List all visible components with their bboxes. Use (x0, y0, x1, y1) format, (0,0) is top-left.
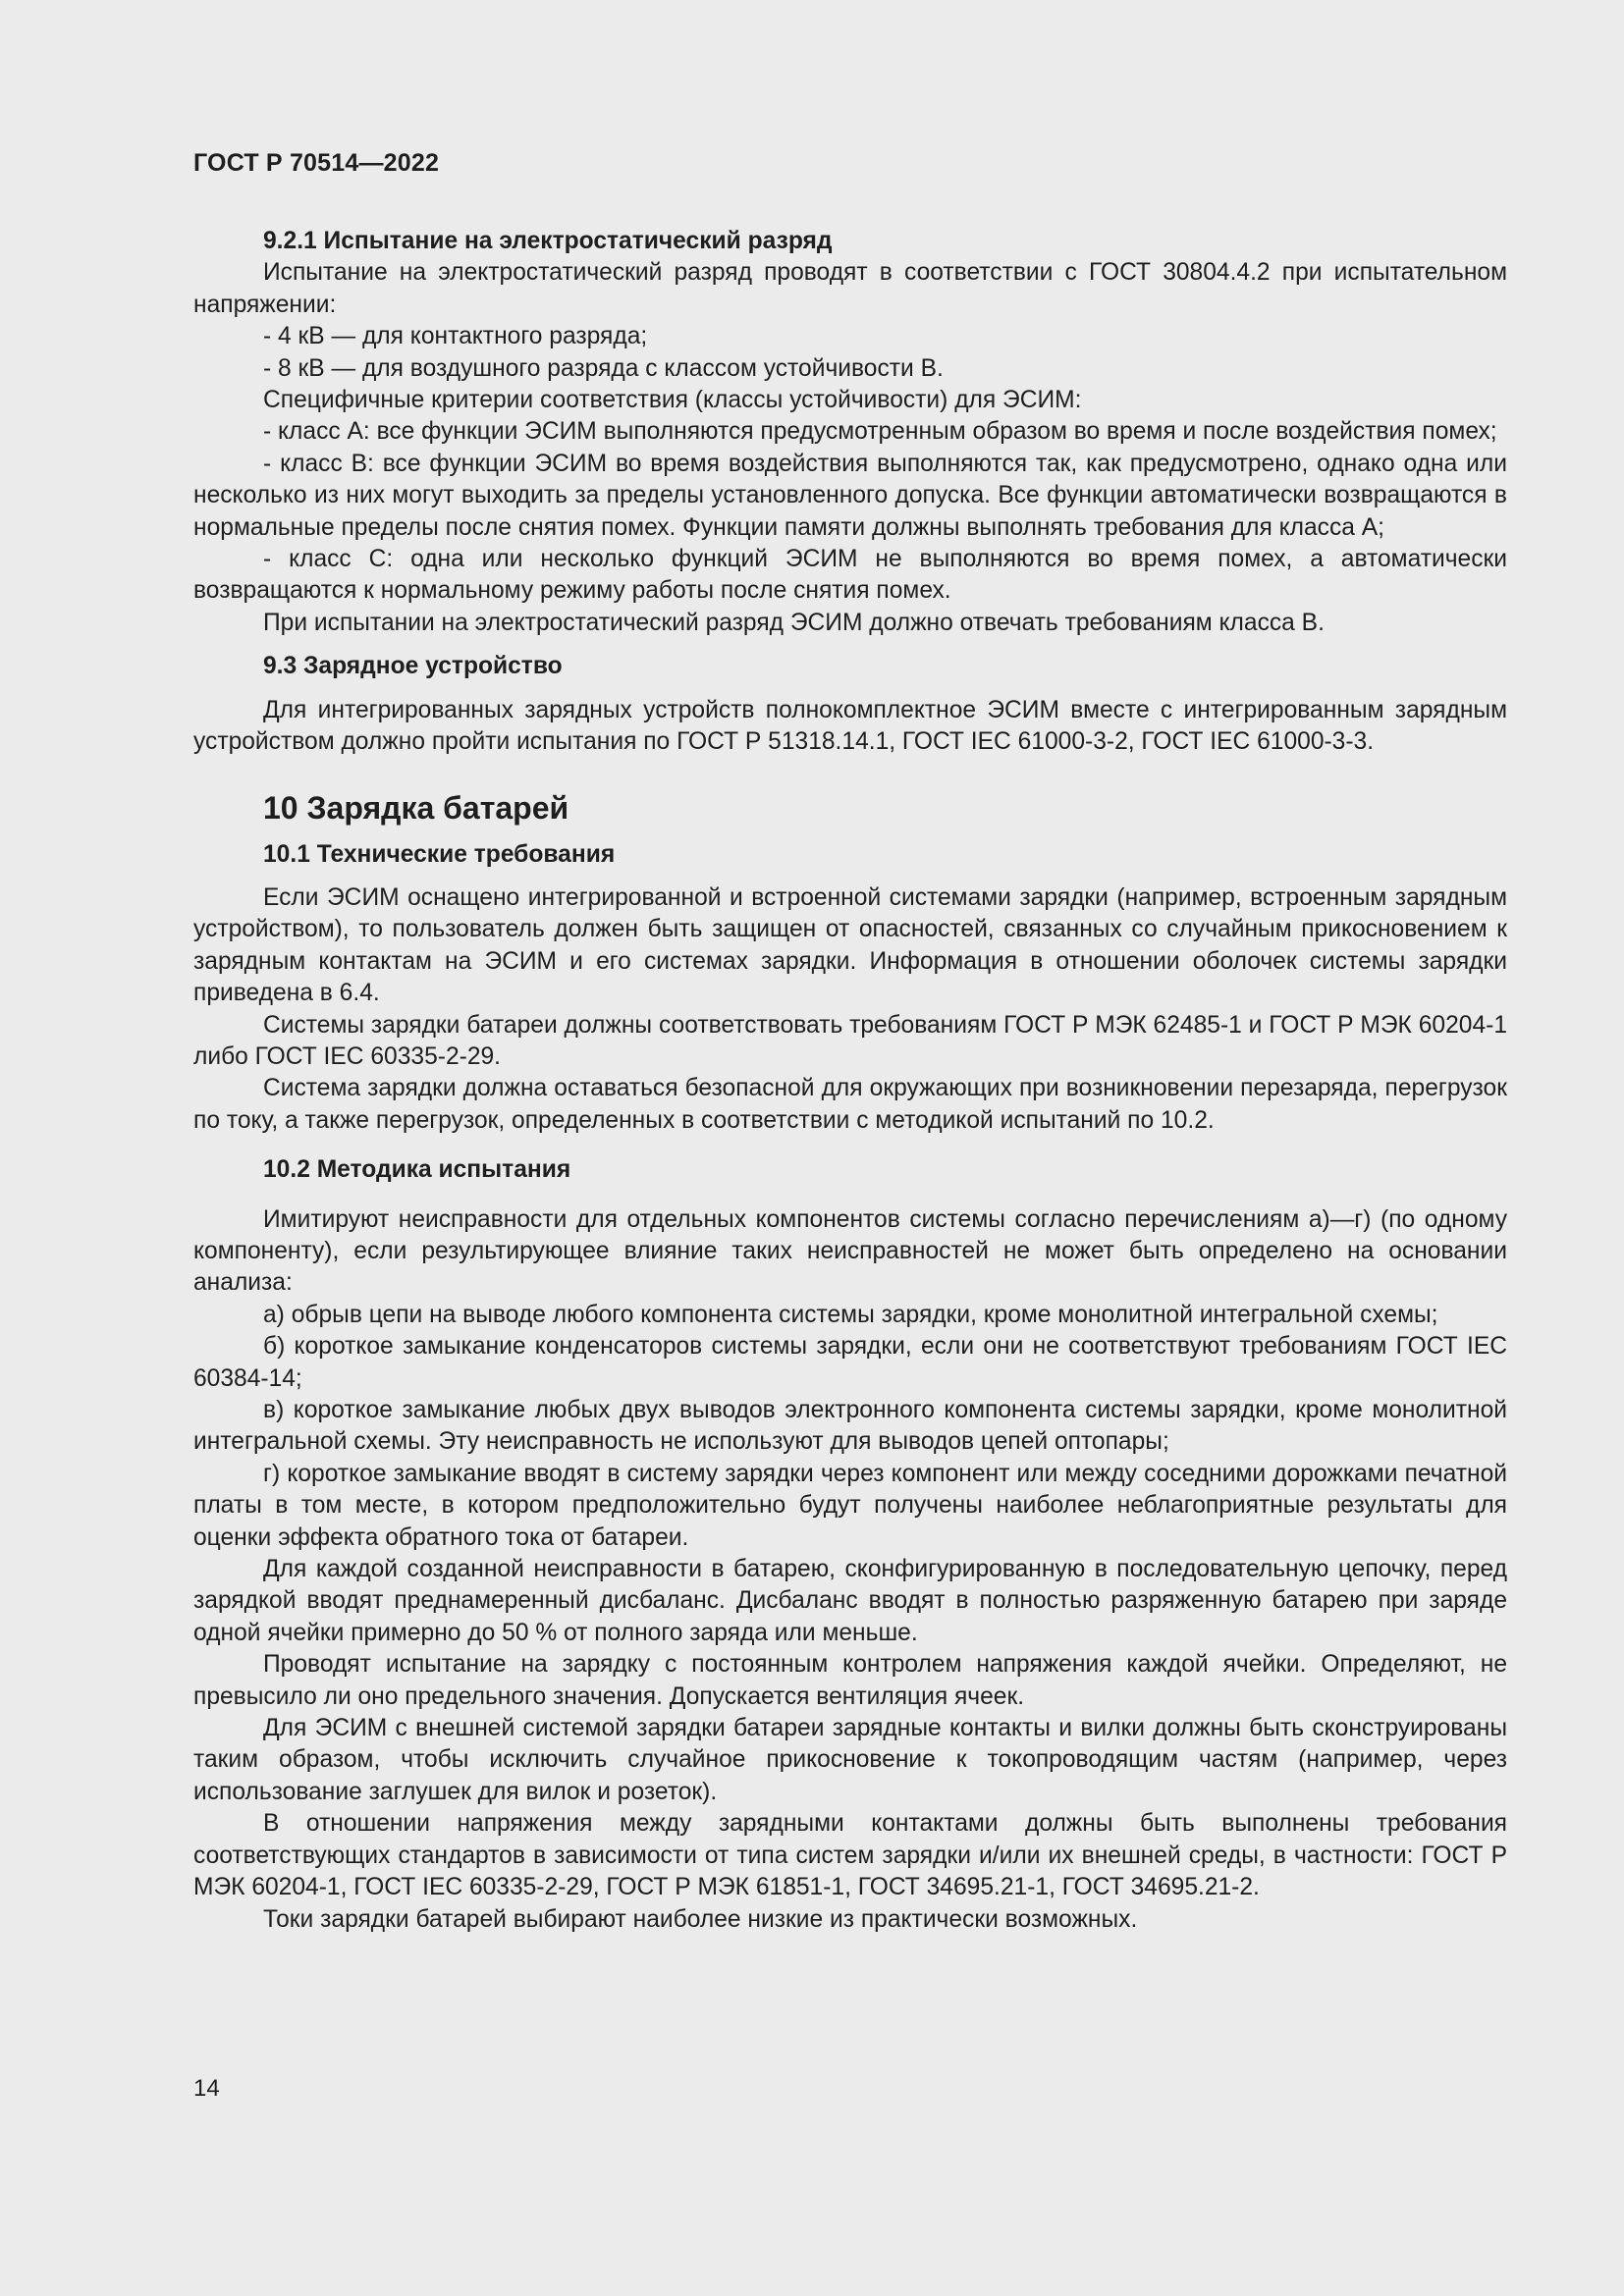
list-item: - класс А: все функции ЭСИМ выполняются предусмотренным образом во время и после воздействия помех; (263, 418, 1497, 446)
paragraph: Испытание на электростатический разряд проводят в соответствии с ГОСТ 30804.4.2 при испытательном напряжении: (193, 259, 1507, 318)
page-number: 14 (193, 2075, 220, 2102)
list-item: - 4 кВ — для контактного разряда; (263, 323, 648, 350)
paragraph: Системы зарядки батареи должны соответствовать требованиям ГОСТ Р МЭК 62485-1 и ГОСТ Р МЭК 60204-1 либо ГОСТ IEC 60335-2-29. (193, 1011, 1507, 1070)
list-item: в) короткое замыкание любых двух выводов электронного компонента системы зарядки, кроме монолитной интегральной схемы. Эту неисправность не используют для выводов цепей оптопары; (193, 1397, 1507, 1456)
paragraph: Для интегрированных зарядных устройств полнокомплектное ЭСИМ вместе с интегрированным зарядным устройством должно пройти испытания по ГОСТ Р 51318.14.1, ГОСТ IEC 61000-3-2, ГОСТ IEC 61000-3-3. (193, 696, 1507, 756)
section-heading-10: 10 Зарядка батарей (263, 789, 569, 826)
section-heading-9-2-1: 9.2.1 Испытание на электростатический разряд (263, 228, 833, 254)
section-heading-10-1: 10.1 Технические требования (263, 840, 616, 868)
list-item: б) короткое замыкание конденсаторов системы зарядки, если они не соответствуют требованиям ГОСТ IEC 60384-14; (193, 1333, 1507, 1392)
paragraph: При испытании на электростатический разряд ЭСИМ должно отвечать требованиям класса В. (263, 609, 1325, 636)
document-header: ГОСТ Р 70514—2022 (193, 149, 440, 177)
paragraph: Для каждой созданной неисправности в батарею, сконфигурированную в последовательную цепочку, перед зарядкой вводят преднамеренный дисбаланс. Дисбаланс вводят в полностью разряженную батарею при заряде одной ячейки примерно до 50 % от полного заряда или меньше. (193, 1556, 1507, 1646)
paragraph: Если ЭСИМ оснащено интегрированной и встроенной системами зарядки (например, встроенным зарядным устройством), то пользователь должен быть защищен от опасностей, связанных со случайным прикосновением к зарядным контактам на ЭСИМ и его системах зарядки. Информация в отношении оболочек системы зарядки приведена в 6.4. (193, 883, 1507, 1007)
list-item: - класс В: все функции ЭСИМ во время воздействия выполняются так, как предусмотрено, однако одна или несколько из них могут выходить за пределы установленного допуска. Все функции автоматически возвращаются в нормальные пределы после снятия помех. Функции памяти должны выполнять требования для класса А; (193, 450, 1507, 541)
document-body (193, 226, 1507, 1936)
list-item: г) короткое замыкание вводят в систему зарядки через компонент или между соседними дорожками печатной платы в том месте, в котором предположительно будут получены наиболее неблагоприятные результаты для оценки эффекта обратного тока от батареи. (193, 1460, 1507, 1551)
paragraph: Имитируют неисправности для отдельных компонентов системы согласно перечислениям а)—г) (по одному компоненту), если результирующее влияние таких неисправностей не может быть определено на основании анализа: (193, 1205, 1507, 1297)
paragraph: Проводят испытание на зарядку с постоянным контролем напряжения каждой ячейки. Определяют, не превысило ли оно предельного значения. Допускается вентиляция ячеек. (193, 1651, 1507, 1710)
paragraph: Система зарядки должна оставаться безопасной для окружающих при возникновении перезаряда, перегрузок по току, а также перегрузок, определенных в соответствии с методикой испытаний по 10.2. (193, 1075, 1507, 1134)
list-item: а) обрыв цепи на выводе любого компонента системы зарядки, кроме монолитной интегральной схемы; (263, 1301, 1438, 1328)
section-heading-10-2: 10.2 Методика испытания (263, 1156, 571, 1184)
section-heading-9-3: 9.3 Зарядное устройство (263, 653, 563, 680)
paragraph: В отношении напряжения между зарядными контактами должны быть выполнены требования соответствующих стандартов в зависимости от типа систем зарядки и/или их внешней среды, в частности: ГОСТ Р МЭК 60204-1, ГОСТ IEC 60335-2-29, ГОСТ Р МЭК 61851-1, ГОСТ 34695.21-1, ГОСТ 34695.21-2. (193, 1810, 1507, 1901)
paragraph: Токи зарядки батарей выбирают наиболее низкие из практически возможных. (263, 1905, 1138, 1933)
paragraph: Специфичные критерии соответствия (классы устойчивости) для ЭСИМ: (263, 387, 1082, 414)
list-item: - 8 кВ — для воздушного разряда с классом устойчивости В. (263, 354, 944, 382)
list-item: - класс С: одна или несколько функций ЭСИМ не выполняются во время помех, а автоматически возвращаются к нормальному режиму работы после снятия помех. (193, 546, 1507, 605)
paragraph: Для ЭСИМ с внешней системой зарядки батареи зарядные контакты и вилки должны быть сконструированы таким образом, чтобы исключить случайное прикосновение к токопроводящим частям (например, через использование заглушек для вилок и розеток). (193, 1715, 1507, 1805)
